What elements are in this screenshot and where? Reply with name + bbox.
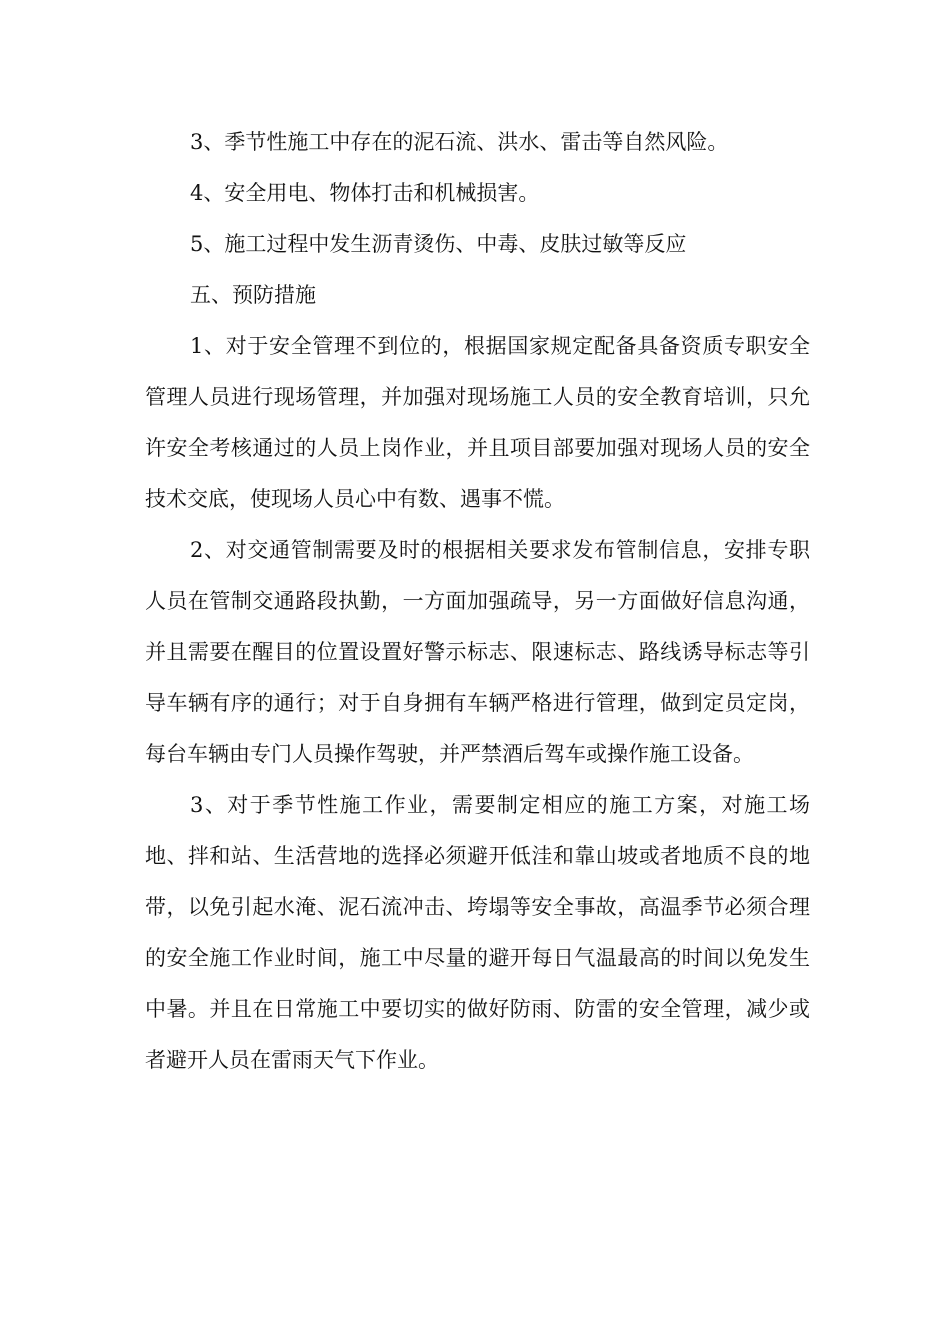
- paragraph-risk-4: 4、安全用电、物体打击和机械损害。: [190, 181, 540, 205]
- paragraph-risk-5: 5、施工过程中发生沥青烫伤、中毒、皮肤过敏等反应: [190, 232, 687, 256]
- document-body: [145, 117, 810, 1086]
- paragraph-measure-3: 3、对于季节性施工作业，需要制定相应的施工方案，对施工场地、拌和站、生活营地的选择必须避开低洼和靠山坡或者地质不良的地带，以免引起水淹、泥石流冲击、垮塌等安全事故，高温季节必须合理的安全施工作业时间，施工中尽量的避开每日气温最高的时间以免发生中暑。并且在日常施工中要切实的做好防雨、防雷的安全管理，减少或者避开人员在雷雨天气下作业。: [145, 793, 810, 1072]
- section-heading-prevention: 五、预防措施: [190, 283, 316, 307]
- paragraph-measure-1: 1、对于安全管理不到位的，根据国家规定配备具备资质专职安全管理人员进行现场管理，并加强对现场施工人员的安全教育培训，只允许安全考核通过的人员上岗作业，并且项目部要加强对现场人员的安全技术交底，使现场人员心中有数、遇事不慌。: [145, 334, 810, 511]
- paragraph-risk-3: 3、季节性施工中存在的泥石流、洪水、雷击等自然风险。: [190, 130, 729, 154]
- paragraph-measure-2: 2、对交通管制需要及时的根据相关要求发布管制信息，安排专职人员在管制交通路段执勤，一方面加强疏导，另一方面做好信息沟通，并且需要在醒目的位置设置好警示标志、限速标志、路线诱导标志等引导车辆有序的通行；对于自身拥有车辆严格进行管理，做到定员定岗，每台车辆由专门人员操作驾驶，并严禁酒后驾车或操作施工设备。: [145, 538, 810, 766]
